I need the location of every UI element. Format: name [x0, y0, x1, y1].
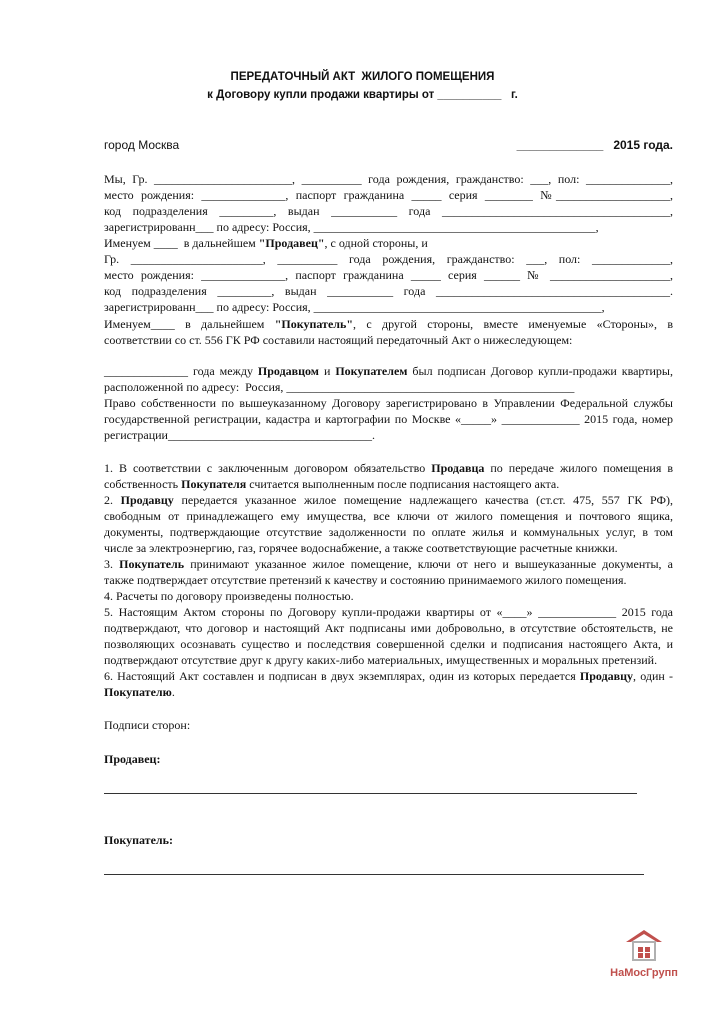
company-logo — [604, 924, 684, 986]
clause-4: 4. Расчеты по договору произведены полностью. — [104, 589, 354, 603]
intro-line-4: государственной регистрации, кадастра и картографии по Москве «_____» _____________ 2015 года, номер — [104, 412, 673, 426]
clause-5-line-2: подтверждают, что договор и настоящий Акт подписаны ими добровольно, в отсутствие обстоятельств, не — [104, 621, 673, 635]
clause-5-line-3: позволяющих осознавать существо и последствия совершенной сделки и подписания настоящего Акта, и — [104, 637, 673, 651]
clause-1-line-2: собственность Покупателя считается выполненным после подписания настоящего акта. — [104, 477, 560, 491]
clause-6: 6. Настоящий Акт составлен и подписан в двух экземплярах, один из которых передается Продавцу, один - — [104, 669, 674, 683]
clause-2: 2. Продавцу передается указанное жилое помещение надлежащего качества (ст.ст. 475, 557 ГК РФ), — [104, 493, 674, 507]
buyer-line-4: зарегистрированн___ по адресу: Россия, ________________________________________________, — [104, 300, 605, 314]
buyer-line-2: место рождения: ______________, паспорт гражданина _____ серия ______ № ____________________, — [104, 268, 673, 282]
clause-3: 3. Покупатель принимают указанное жилое помещение, ключи от него и вышеуказанные документы, а — [104, 557, 673, 571]
document-title: ПЕРЕДАТОЧНЫЙ АКТ ЖИЛОГО ПОМЕЩЕНИЯ — [230, 71, 495, 83]
clause-5-line-4: подтверждают отсутствие друг к другу каких-либо материальных, имущественных и моральных претензий. — [104, 653, 658, 667]
intro-line-1: ______________ года между Продавцом и Покупателем был подписан Договор купли-продажи квартиры, — [104, 364, 673, 378]
buyer-signature-line — [104, 874, 644, 875]
house-icon — [604, 924, 684, 964]
clause-2-line-4: числе за электроэнергию, газ, горячее водоснабжение, а также соответствующие расчетные книжки. — [104, 541, 618, 555]
buyer-named: Именуем____ в дальнейшем "Покупатель", с другой стороны, вместе именуемые «Стороны», в — [104, 317, 673, 331]
seller-line-2: место рождения: ______________, паспорт гражданина _____ серия ________ №___________________, — [104, 188, 673, 202]
intro-line-3: Право собственности по вышеуказанному Договору зарегистрировано в Управлении Федеральной службы — [104, 396, 673, 410]
clause-6-line-2: Покупателю. — [104, 685, 175, 699]
clause-2-line-2: свободным от принадлежащего ему имущества, все ключи от жилого помещения и почтового ящика, — [104, 509, 673, 523]
buyer-line-1: Гр. ______________________, __________ года рождения, гражданство: ___, пол: _____________, — [104, 252, 673, 266]
city: город Москва — [104, 138, 180, 152]
seller-named: Именуем ____ в дальнейшем "Продавец", с одной стороны, и — [104, 236, 428, 250]
seller-line-1: Мы, Гр. _______________________, __________ года рождения, гражданство: ___, пол: ______________, — [104, 172, 673, 186]
intro-line-2: расположенной по адресу: Россия, ________________________________________________ — [104, 380, 575, 394]
logo-text: НаМосГрупп — [610, 967, 678, 979]
intro-line-5: регистрации__________________________________. — [104, 428, 375, 442]
buyer-named-2: соответствии со ст. 556 ГК РФ составили настоящий передаточный Акт о нижеследующем: — [104, 333, 573, 347]
clause-1: 1. В соответствии с заключенным договором обязательство Продавца по передаче жилого помещения в — [104, 461, 673, 475]
seller-line-3: код подразделения _________, выдан ___________ года ______________________________________, — [104, 204, 673, 218]
clause-3-line-2: также подтверждает отсутствие претензий к качеству и состоянию принимаемого жилого помещения. — [104, 573, 627, 587]
buyer-line-3: код подразделения _________, выдан ___________ года _______________________________________. — [104, 284, 673, 298]
clause-2-line-3: документы, подтверждающие отсутствие задолженности по оплате жилья и коммунальных услуг, в том — [104, 525, 673, 539]
document-subtitle: к Договору купли продажи квартиры от __________ г. — [207, 89, 518, 101]
contract-date: _____________ 2015 года. — [516, 138, 673, 152]
signatures-header: Подписи сторон: — [104, 718, 191, 732]
buyer-signature-label: Покупатель: — [104, 833, 173, 847]
clause-5: 5. Настоящим Актом стороны по Договору купли-продажи квартиры от «____» _____________ 2015 года — [104, 605, 673, 619]
seller-signature-label: Продавец: — [104, 752, 161, 766]
seller-line-4: зарегистрированн___ по адресу: Россия, _______________________________________________, — [104, 220, 599, 234]
seller-signature-line — [104, 793, 637, 794]
